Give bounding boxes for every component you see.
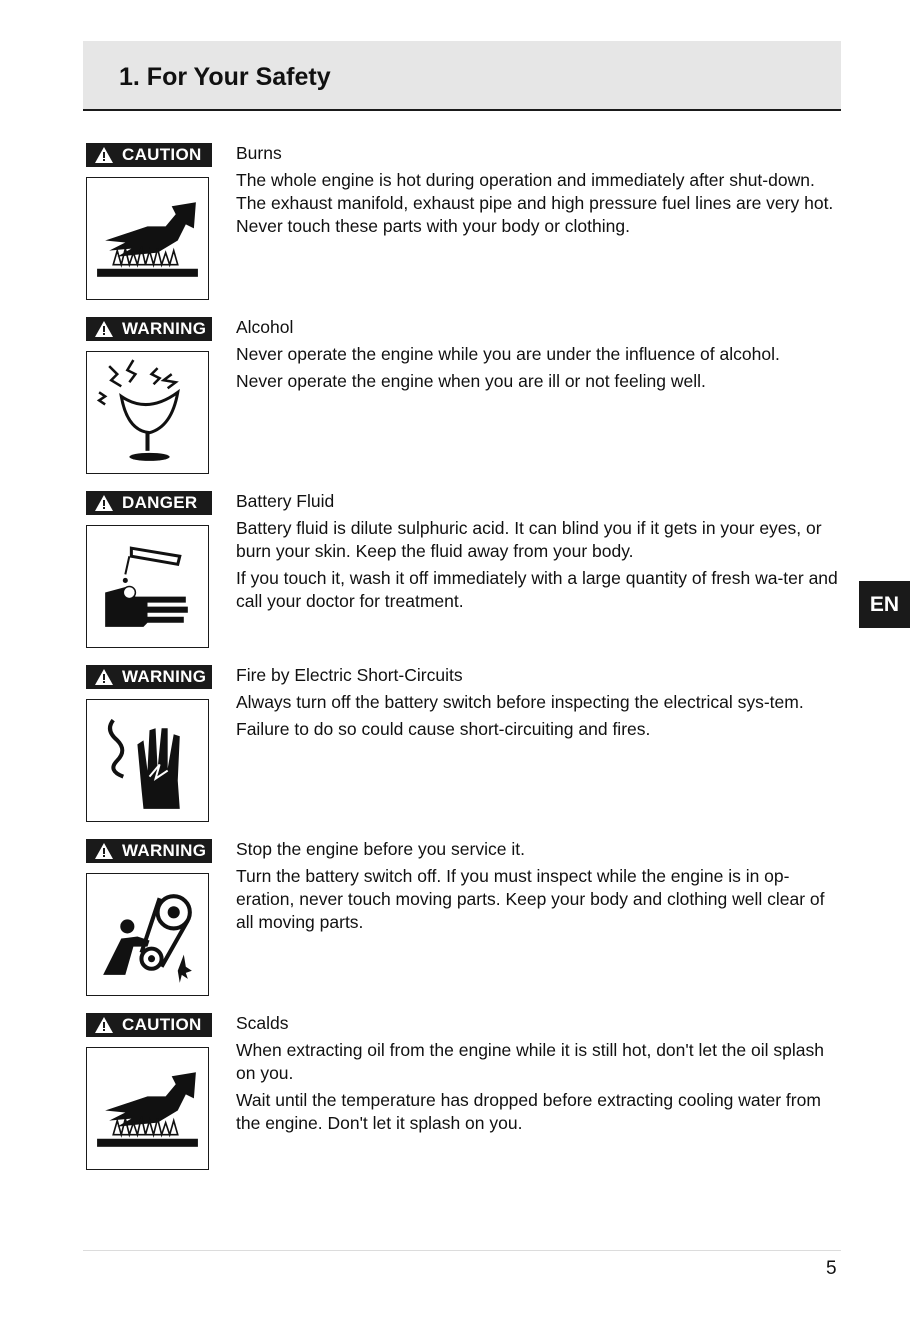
item-heading: Alcohol	[236, 317, 294, 337]
page-number: 5	[826, 1258, 837, 1279]
safety-text	[236, 664, 844, 745]
item-paragraph: Failure to do so could cause short-circuiting and fires.	[236, 719, 651, 739]
language-tab: EN	[859, 581, 910, 628]
badge-label: CAUTION	[122, 1015, 202, 1034]
badge-label: WARNING	[122, 319, 207, 338]
belt-entanglement-icon	[86, 873, 209, 996]
safety-text	[236, 142, 844, 242]
hot-surface-hand-icon	[86, 177, 209, 300]
warning-badge	[86, 317, 212, 341]
caution-badge	[86, 1013, 212, 1037]
item-paragraph: Wait until the temperature has dropped before extracting cooling water from the engine. Don't let it splash on you.	[236, 1090, 821, 1133]
warning-triangle-icon	[94, 842, 114, 860]
acid-on-hand-icon	[86, 525, 209, 648]
alcohol-glass-icon	[86, 351, 209, 474]
caution-badge	[86, 143, 212, 167]
danger-badge	[86, 491, 212, 515]
badge-label: WARNING	[122, 841, 207, 860]
warning-triangle-icon	[94, 1016, 114, 1034]
warning-triangle-icon	[94, 494, 114, 512]
footer-divider	[83, 1250, 841, 1251]
item-paragraph: The whole engine is hot during operation and immediately after shut-down. The exhaust manifold, exhaust pipe and high pressure fuel lines are very hot. Never touch these parts with your body or clothing.	[236, 170, 834, 236]
warning-triangle-icon	[94, 320, 114, 338]
item-paragraph: Turn the battery switch off. If you must inspect while the engine is in op-eration, never touch moving parts. Keep your body and clothing well clear of all moving parts.	[236, 866, 825, 932]
hot-surface-hand-icon	[86, 1047, 209, 1170]
warning-badge	[86, 665, 212, 689]
safety-text	[236, 1012, 844, 1139]
badge-label: CAUTION	[122, 145, 202, 164]
item-paragraph: When extracting oil from the engine while it is still hot, don't let the oil splash on you.	[236, 1040, 824, 1083]
warning-triangle-icon	[94, 668, 114, 686]
item-paragraph: Always turn off the battery switch before inspecting the electrical sys-tem.	[236, 692, 804, 712]
safety-text	[236, 316, 844, 397]
item-paragraph: Battery fluid is dilute sulphuric acid. It can blind you if it gets in your eyes, or burn your skin. Keep the fluid away from your body.	[236, 518, 822, 561]
electric-shock-hand-icon	[86, 699, 209, 822]
item-heading: Battery Fluid	[236, 491, 335, 511]
page-title: 1. For Your Safety	[119, 63, 331, 91]
warning-triangle-icon	[94, 146, 114, 164]
item-paragraph: Never operate the engine while you are under the influence of alcohol.	[236, 344, 780, 364]
badge-label: WARNING	[122, 667, 207, 686]
safety-text	[236, 490, 844, 617]
item-heading: Burns	[236, 143, 282, 163]
badge-label: DANGER	[122, 493, 198, 512]
item-heading: Fire by Electric Short-Circuits	[236, 665, 463, 685]
warning-badge	[86, 839, 212, 863]
item-heading: Stop the engine before you service it.	[236, 839, 525, 859]
item-heading: Scalds	[236, 1013, 289, 1033]
safety-text	[236, 838, 844, 938]
item-paragraph: Never operate the engine when you are ill or not feeling well.	[236, 371, 706, 391]
item-paragraph: If you touch it, wash it off immediately with a large quantity of fresh wa-ter and call your doctor for treatment.	[236, 568, 838, 611]
section-header	[83, 41, 841, 111]
